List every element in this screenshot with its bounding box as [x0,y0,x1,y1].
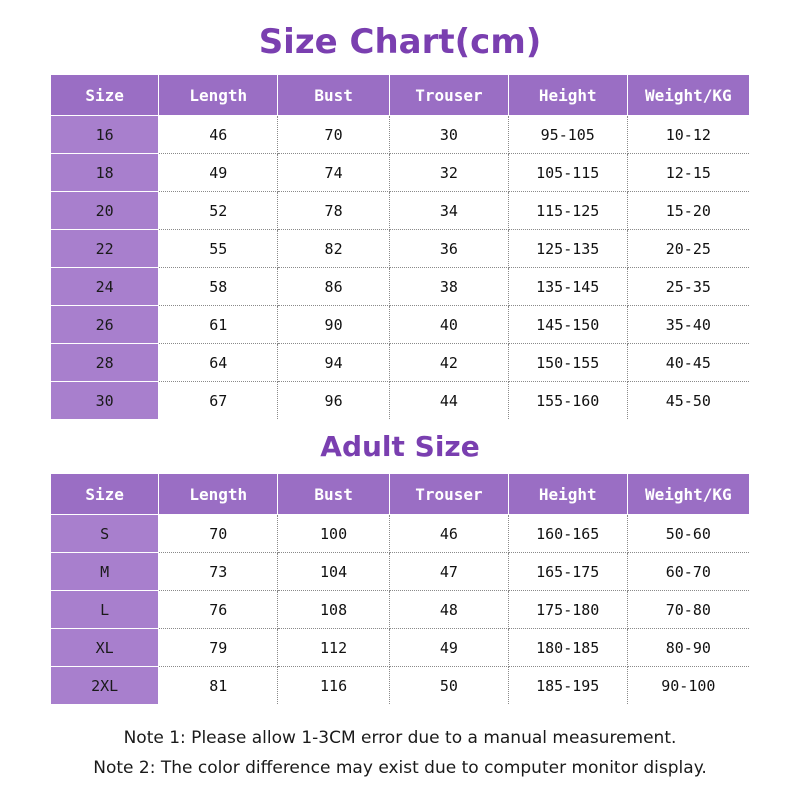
table-row [51,192,750,230]
column-header-size: Size [51,474,159,515]
cell-bust: 96 [278,382,390,420]
adult-size-table-wrapper [50,473,750,705]
cell-size: 22 [51,230,159,268]
table-row [51,667,750,705]
cell-bust: 74 [278,154,390,192]
adult-size-table [50,473,750,705]
cell-trouser: 49 [390,629,509,667]
column-header-weight: Weight/KG [627,75,749,116]
cell-height: 105-115 [508,154,627,192]
cell-trouser: 47 [390,553,509,591]
cell-bust: 94 [278,344,390,382]
adult-section-title: Adult Size [320,430,480,463]
cell-size: 2XL [51,667,159,705]
cell-height: 165-175 [508,553,627,591]
cell-size: XL [51,629,159,667]
cell-weight: 20-25 [627,230,749,268]
kids-size-table [50,74,750,420]
cell-size: 16 [51,116,159,154]
cell-length: 76 [159,591,278,629]
column-header-length: Length [159,474,278,515]
cell-trouser: 32 [390,154,509,192]
kids-table-head [51,75,750,116]
cell-size: 30 [51,382,159,420]
adult-table-body [51,515,750,705]
cell-length: 55 [159,230,278,268]
cell-height: 160-165 [508,515,627,553]
cell-weight: 12-15 [627,154,749,192]
kids-size-table-wrapper [50,74,750,420]
cell-height: 125-135 [508,230,627,268]
note-line-2: Note 2: The color difference may exist due to computer monitor display. [93,758,707,778]
cell-trouser: 42 [390,344,509,382]
cell-trouser: 48 [390,591,509,629]
cell-size: 26 [51,306,159,344]
cell-weight: 70-80 [627,591,749,629]
cell-bust: 108 [278,591,390,629]
table-row [51,268,750,306]
note-line-1: Note 1: Please allow 1-3CM error due to a manual measurement. [123,728,677,748]
cell-weight: 15-20 [627,192,749,230]
cell-trouser: 34 [390,192,509,230]
cell-size: M [51,553,159,591]
column-header-height: Height [508,75,627,116]
cell-length: 49 [159,154,278,192]
kids-table-body [51,116,750,420]
cell-trouser: 50 [390,667,509,705]
cell-length: 67 [159,382,278,420]
column-header-bust: Bust [278,75,390,116]
cell-height: 95-105 [508,116,627,154]
cell-bust: 70 [278,116,390,154]
table-row [51,515,750,553]
cell-height: 145-150 [508,306,627,344]
table-row [51,629,750,667]
column-header-weight: Weight/KG [627,474,749,515]
cell-trouser: 30 [390,116,509,154]
cell-height: 180-185 [508,629,627,667]
cell-weight: 80-90 [627,629,749,667]
cell-size: 24 [51,268,159,306]
table-row [51,553,750,591]
cell-length: 79 [159,629,278,667]
cell-size: S [51,515,159,553]
cell-height: 115-125 [508,192,627,230]
cell-weight: 45-50 [627,382,749,420]
cell-trouser: 46 [390,515,509,553]
cell-weight: 60-70 [627,553,749,591]
column-header-length: Length [159,75,278,116]
notes-section [20,705,780,783]
page-title: Size Chart(cm) [258,22,542,62]
cell-height: 185-195 [508,667,627,705]
cell-weight: 50-60 [627,515,749,553]
cell-height: 135-145 [508,268,627,306]
cell-trouser: 40 [390,306,509,344]
cell-trouser: 36 [390,230,509,268]
cell-length: 58 [159,268,278,306]
cell-bust: 82 [278,230,390,268]
cell-height: 150-155 [508,344,627,382]
column-header-trouser: Trouser [390,474,509,515]
column-header-trouser: Trouser [390,75,509,116]
cell-length: 73 [159,553,278,591]
cell-size: 20 [51,192,159,230]
table-header-row [51,75,750,116]
table-row [51,382,750,420]
cell-bust: 100 [278,515,390,553]
column-header-bust: Bust [278,474,390,515]
cell-weight: 40-45 [627,344,749,382]
cell-bust: 116 [278,667,390,705]
table-row [51,344,750,382]
adult-table-head [51,474,750,515]
cell-length: 46 [159,116,278,154]
column-header-height: Height [508,474,627,515]
cell-size: L [51,591,159,629]
cell-weight: 35-40 [627,306,749,344]
cell-weight: 10-12 [627,116,749,154]
cell-weight: 90-100 [627,667,749,705]
table-row [51,154,750,192]
table-header-row [51,474,750,515]
table-row [51,116,750,154]
cell-length: 70 [159,515,278,553]
cell-size: 18 [51,154,159,192]
cell-bust: 78 [278,192,390,230]
cell-weight: 25-35 [627,268,749,306]
cell-size: 28 [51,344,159,382]
cell-length: 64 [159,344,278,382]
cell-bust: 90 [278,306,390,344]
table-row [51,306,750,344]
cell-bust: 112 [278,629,390,667]
table-row [51,230,750,268]
cell-length: 61 [159,306,278,344]
cell-height: 155-160 [508,382,627,420]
column-header-size: Size [51,75,159,116]
cell-length: 81 [159,667,278,705]
cell-trouser: 44 [390,382,509,420]
cell-length: 52 [159,192,278,230]
cell-trouser: 38 [390,268,509,306]
cell-bust: 104 [278,553,390,591]
cell-bust: 86 [278,268,390,306]
table-row [51,591,750,629]
cell-height: 175-180 [508,591,627,629]
